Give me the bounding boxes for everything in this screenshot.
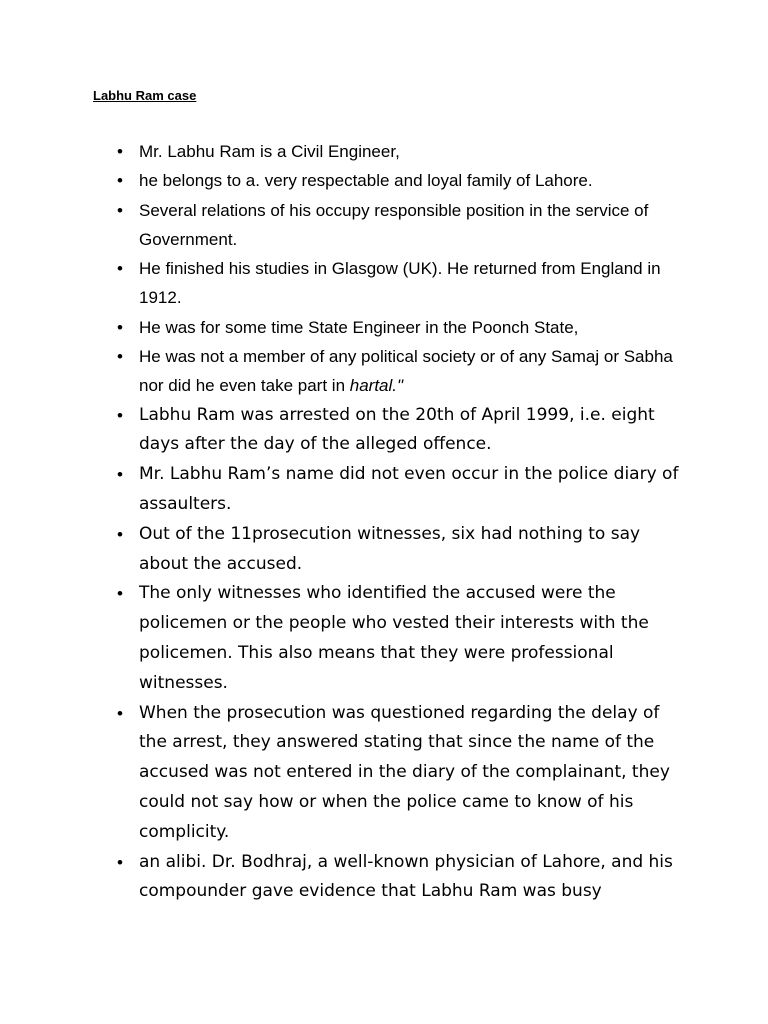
list-item-text: Several relations of his occupy responsible position in the service of Government. bbox=[139, 200, 649, 249]
fact-bullet-list bbox=[0, 137, 768, 907]
bullet-icon: • bbox=[117, 703, 123, 723]
list-item bbox=[0, 342, 684, 401]
list-item-text bbox=[139, 347, 673, 395]
bullet-icon: • bbox=[117, 524, 123, 544]
list-item-text: Mr. Labhu Ram’s name did not even occur in the police diary of assaulters. bbox=[139, 464, 679, 515]
list-item bbox=[0, 254, 684, 313]
bullet-icon: • bbox=[117, 465, 123, 485]
list-item-text: The only witnesses who identified the accused were the policemen or the people who vested their interests with the policemen. This also means that they were professional witnesses. bbox=[139, 583, 649, 693]
list-item bbox=[0, 401, 684, 461]
list-item-text: Labhu Ram was arrested on the 20th of April 1999, i.e. eight days after the day of the alleged offence. bbox=[139, 404, 655, 455]
list-item bbox=[0, 137, 684, 166]
list-item-text: Mr. Labhu Ram is a Civil Engineer, bbox=[139, 142, 400, 161]
bullet-icon: • bbox=[117, 171, 123, 191]
bullet-icon: • bbox=[117, 317, 123, 337]
list-item-text: When the prosecution was questioned regarding the delay of the arrest, they answered stating that since the name of the accused was not entered in the diary of the complainant, they could not say how or when the police came to know of his complicity. bbox=[139, 702, 670, 842]
hartal-item-text: He was not a member of any political society or of any Samaj or Sabha nor did he even take part in bbox=[139, 347, 673, 396]
bullet-icon: • bbox=[117, 142, 123, 161]
list-item bbox=[0, 579, 684, 698]
bullet-icon: • bbox=[117, 584, 123, 604]
list-item-text: He finished his studies in Glasgow (UK). He returned from England in 1912. bbox=[139, 259, 661, 308]
bullet-icon: • bbox=[117, 200, 123, 220]
list-item bbox=[0, 699, 684, 848]
list-item bbox=[0, 166, 684, 195]
document-title: Labhu Ram case bbox=[93, 88, 197, 103]
list-item-text: He was for some time State Engineer in the Poonch State, bbox=[139, 317, 579, 337]
bullet-icon: • bbox=[117, 347, 123, 367]
list-item bbox=[0, 520, 684, 580]
list-item bbox=[0, 848, 684, 908]
list-item bbox=[0, 460, 684, 520]
hartal-italic-word: hartal." bbox=[349, 376, 404, 396]
list-item bbox=[0, 196, 684, 255]
bullet-icon: • bbox=[117, 259, 123, 279]
bullet-icon: • bbox=[117, 852, 123, 872]
bullet-icon: • bbox=[117, 405, 123, 425]
list-item bbox=[0, 313, 684, 342]
list-item-text: he belongs to a. very respectable and loyal family of Lahore. bbox=[139, 171, 593, 191]
list-item-text: an alibi. Dr. Bodhraj, a well-known physician of Lahore, and his compounder gave evidence that Labhu Ram was busy bbox=[139, 851, 673, 902]
list-item-text: Out of the 11prosecution witnesses, six had nothing to say about the accused. bbox=[139, 523, 641, 574]
